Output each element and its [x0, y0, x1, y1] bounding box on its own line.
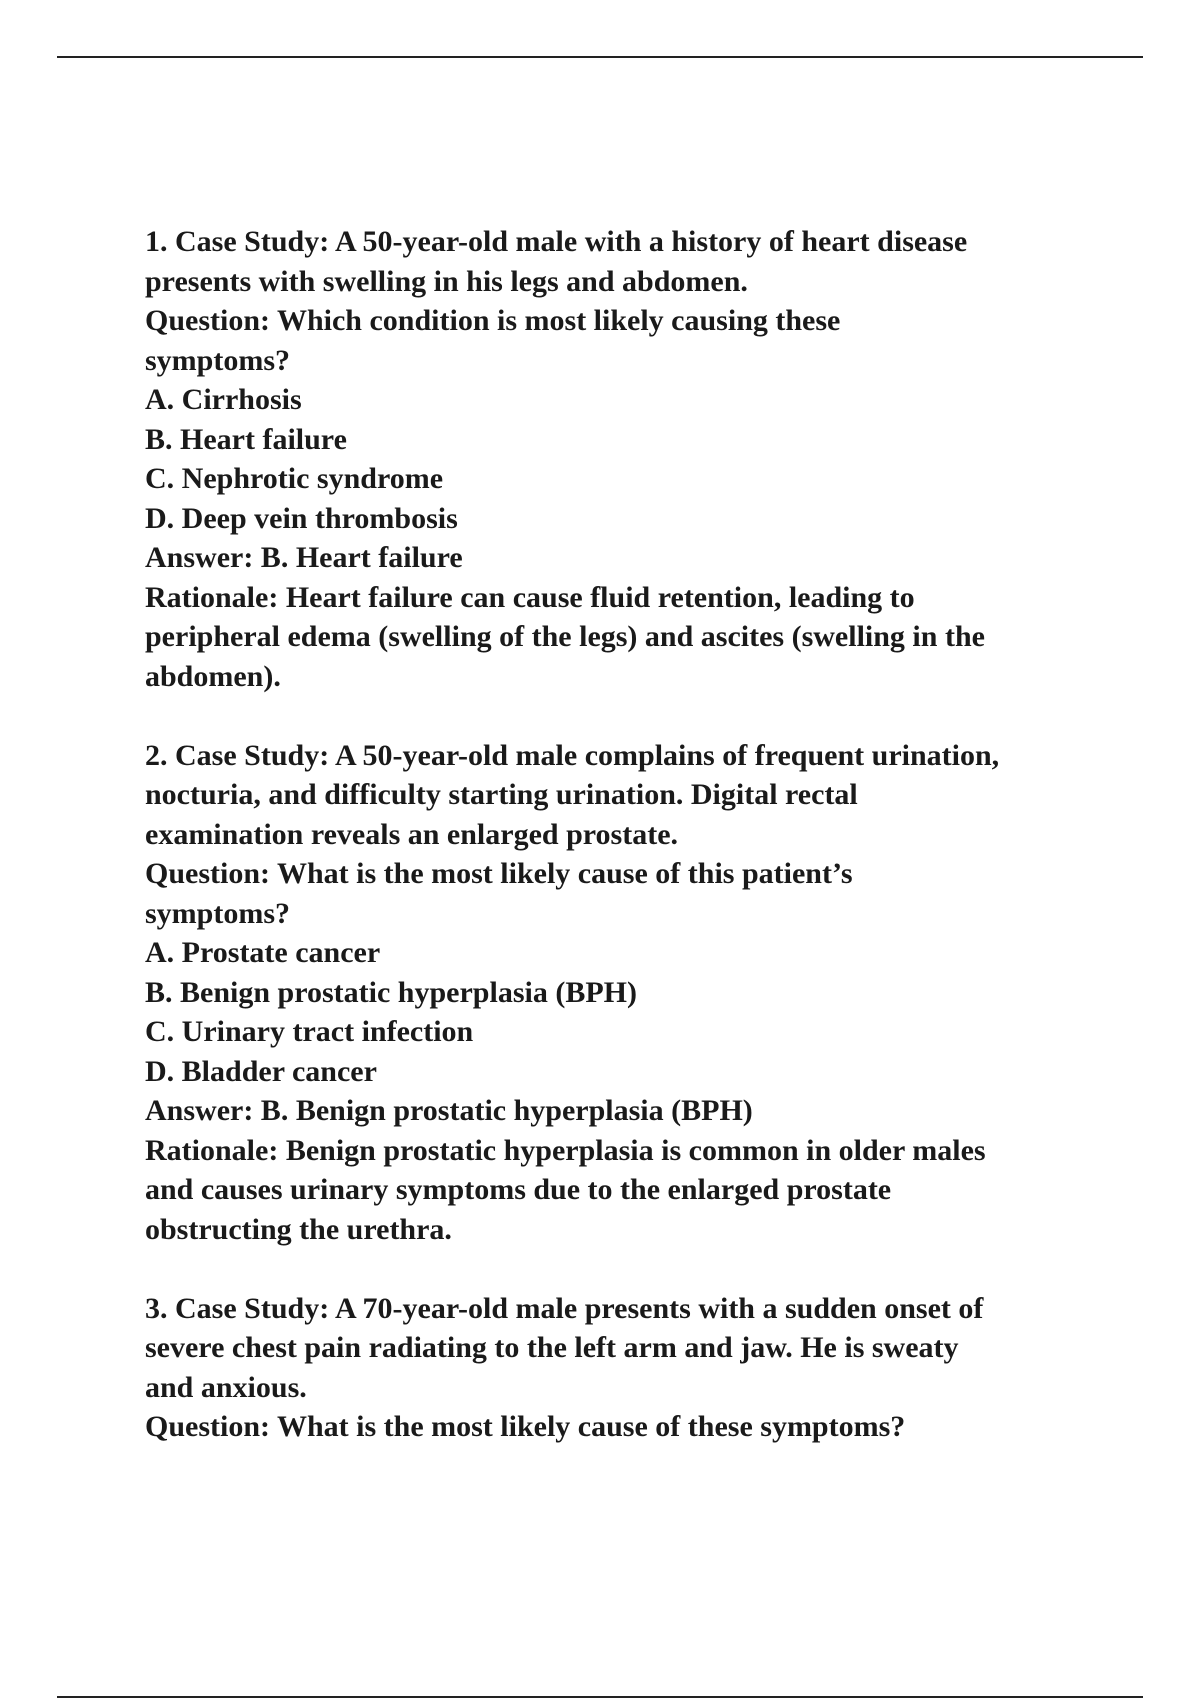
case-2-answer: Answer: B. Benign prostatic hyperplasia (BPH) [145, 1094, 753, 1127]
case-1-question: Question: Which condition is most likely causing these [145, 304, 841, 337]
case-3-line: and anxious. [145, 1370, 307, 1404]
case-2-question: Question: What is the most likely cause of this patient’s [145, 857, 853, 890]
case-1-option-a: A. Cirrhosis [145, 383, 302, 416]
case-2-line: 2. Case Study: A 50-year-old male complains of frequent urination, [145, 738, 1000, 772]
case-2-option-b: B. Benign prostatic hyperplasia (BPH) [145, 975, 637, 1009]
case-1 [145, 222, 1145, 696]
case-1-option-c: C. Nephrotic syndrome [145, 462, 444, 495]
case-2-rationale: and causes urinary symptoms due to the enlarged prostate [145, 1173, 892, 1206]
case-1-option-b: B. Heart failure [145, 422, 347, 456]
case-2-option-c: C. Urinary tract infection [145, 1015, 474, 1048]
case-1-answer: Answer: B. Heart failure [145, 541, 463, 574]
case-1-option-d: D. Deep vein thrombosis [145, 501, 458, 535]
case-1-line: presents with swelling in his legs and abdomen. [145, 264, 748, 298]
case-3 [145, 1289, 1145, 1447]
document-body [145, 222, 1145, 1486]
case-2-question: symptoms? [145, 896, 291, 930]
case-1-rationale: Rationale: Heart failure can cause fluid retention, leading to [145, 580, 915, 614]
case-2-line: examination reveals an enlarged prostate. [145, 817, 679, 851]
case-2-rationale: Rationale: Benign prostatic hyperplasia is common in older males [145, 1133, 986, 1167]
case-2-option-d: D. Bladder cancer [145, 1054, 377, 1088]
case-3-line: 3. Case Study: A 70-year-old male presents with a sudden onset of [145, 1291, 984, 1325]
case-1-rationale: peripheral edema (swelling of the legs) and ascites (swelling in the [145, 620, 985, 653]
top-divider [57, 56, 1143, 58]
case-2-rationale: obstructing the urethra. [145, 1212, 452, 1246]
bottom-divider [57, 1696, 1143, 1698]
case-2-line: nocturia, and difficulty starting urination. Digital rectal [145, 778, 858, 811]
case-1-question: symptoms? [145, 343, 291, 377]
case-2 [145, 736, 1145, 1250]
case-3-line: severe chest pain radiating to the left arm and jaw. He is sweaty [145, 1331, 959, 1364]
case-2-option-a: A. Prostate cancer [145, 936, 381, 969]
case-1-line: 1. Case Study: A 50-year-old male with a history of heart disease [145, 225, 968, 258]
case-1-rationale: abdomen). [145, 659, 281, 693]
case-3-question: Question: What is the most likely cause of these symptoms? [145, 1410, 906, 1443]
